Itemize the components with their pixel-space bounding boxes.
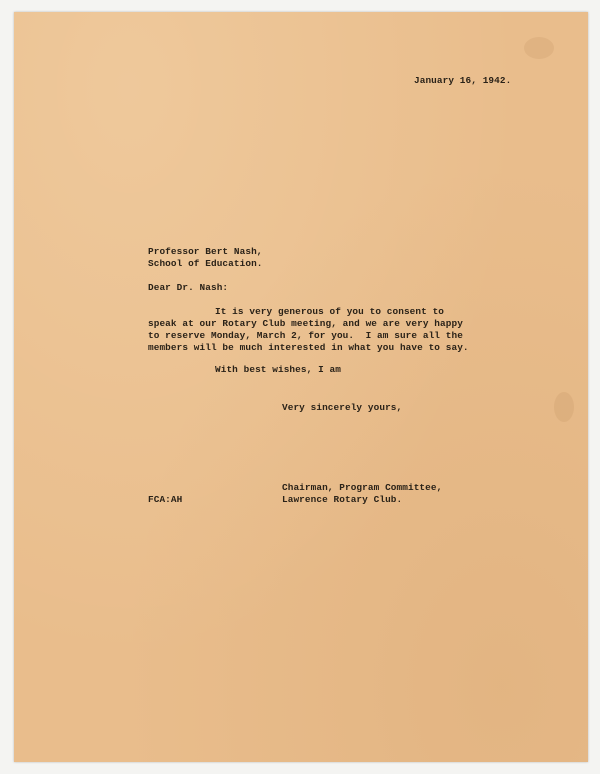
body-line: It is very generous of you to consent to	[215, 306, 445, 317]
recipient-department: School of Education.	[148, 258, 263, 269]
complimentary-close: Very sincerely yours,	[282, 402, 403, 413]
paper-stain	[524, 37, 554, 59]
signature-title: Chairman, Program Committee,	[282, 482, 443, 493]
body-line: to reserve Monday, March 2, for you. I am sure all the	[148, 330, 463, 341]
body-line: members will be much interested in what you have to say.	[148, 342, 469, 353]
paper-stain	[554, 392, 574, 422]
letter-sheet	[14, 12, 588, 762]
recipient-name: Professor Bert Nash,	[148, 246, 263, 257]
closing-wish: With best wishes, I am	[215, 364, 341, 375]
salutation: Dear Dr. Nash:	[148, 282, 229, 293]
body-line: speak at our Rotary Club meeting, and we are very happy	[148, 318, 463, 329]
reference-initials: FCA:AH	[148, 494, 183, 505]
letter-date: January 16, 1942.	[414, 75, 512, 86]
signature-organization: Lawrence Rotary Club.	[282, 494, 403, 505]
